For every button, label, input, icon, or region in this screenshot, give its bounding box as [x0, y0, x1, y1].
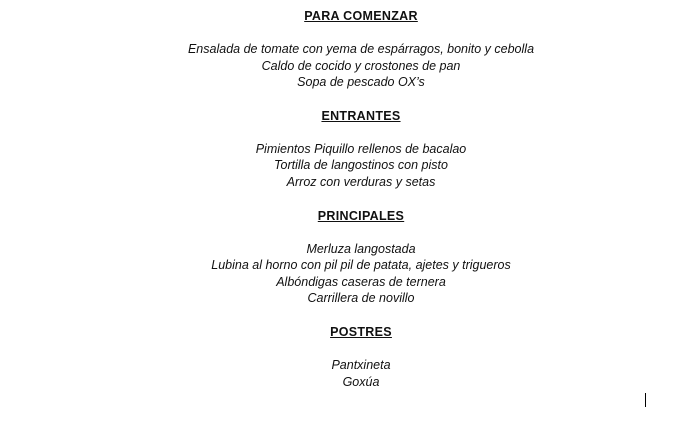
- section-postres: [0, 324, 682, 390]
- section-principales: [0, 208, 682, 307]
- menu-item: Caldo de cocido y crostones de pan: [261, 58, 461, 73]
- menu-item: Sopa de pescado OX’s: [297, 75, 425, 90]
- menu-item: Tortilla de langostinos con pisto: [274, 158, 448, 173]
- menu-item: Lubina al horno con pil pil de patata, ajetes y trigueros: [211, 258, 511, 273]
- menu-item-list: [0, 141, 682, 191]
- section-title: POSTRES: [330, 324, 392, 339]
- section-title: PRINCIPALES: [317, 208, 405, 223]
- text-cursor: [645, 393, 646, 407]
- section-entrantes: [0, 108, 682, 191]
- section-spacer: [0, 307, 682, 324]
- menu-item: Ensalada de tomate con yema de espárragos, bonito y cebolla: [187, 42, 535, 56]
- menu-item-list: [0, 357, 682, 390]
- menu-item: Pantxineta: [331, 357, 391, 372]
- section-para-comenzar: [0, 8, 682, 91]
- menu-item: Pimientos Piquillo rellenos de bacalao: [255, 141, 467, 156]
- menu-item-list: [0, 41, 682, 91]
- menu-item-list: [0, 241, 682, 307]
- menu-item: Arroz con verduras y setas: [286, 174, 436, 189]
- section-title: ENTRANTES: [321, 108, 401, 123]
- menu-item: Albóndigas caseras de ternera: [276, 274, 446, 289]
- section-spacer: [0, 91, 682, 108]
- section-spacer: [0, 191, 682, 208]
- section-title: PARA COMENZAR: [304, 9, 418, 23]
- menu-item: Merluza langostada: [306, 241, 416, 256]
- menu-item: Goxúa: [342, 374, 380, 389]
- menu-item: Carrillera de novillo: [307, 291, 415, 306]
